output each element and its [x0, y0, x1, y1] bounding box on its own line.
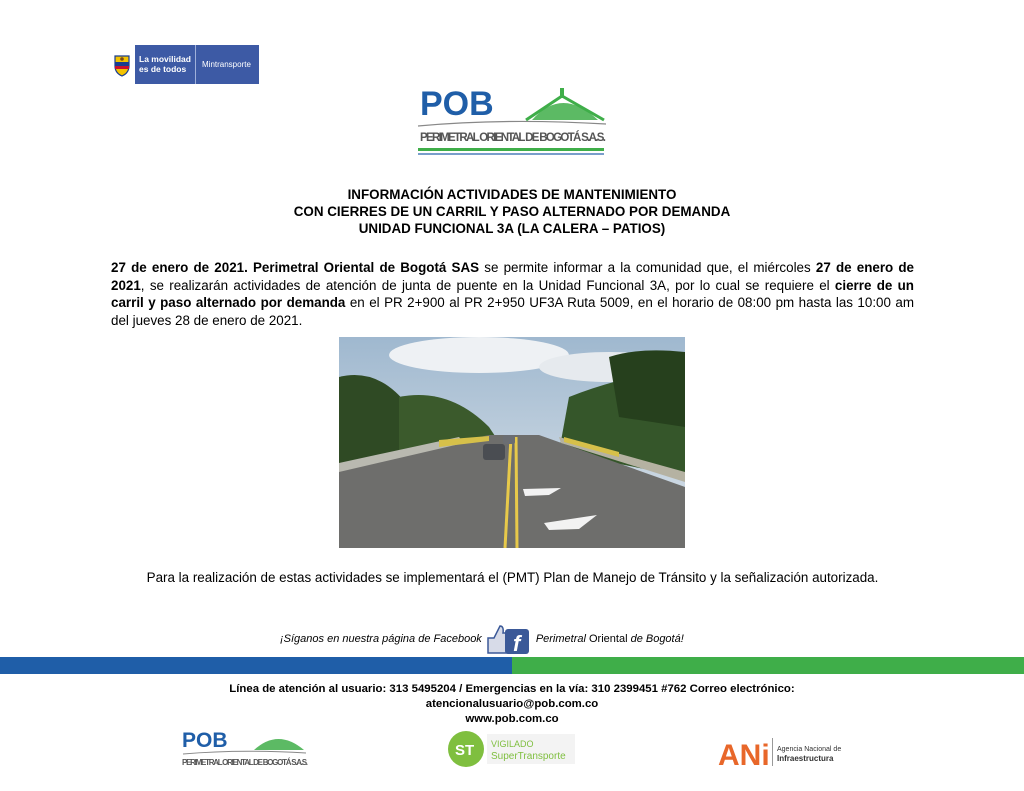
pob-logo-letters: POB	[420, 85, 494, 123]
facebook-invite-text: ¡Síganos en nuestra página de Facebook	[280, 633, 482, 645]
pob-logo-subtitle: PERIMETRAL ORIENTAL DE BOGOTÁ S.A.S.	[420, 132, 606, 144]
road-photo	[339, 337, 685, 548]
supertransporte-logo	[447, 730, 577, 768]
facebook-like-icon[interactable]	[486, 623, 530, 655]
svg-text:Infraestructura: Infraestructura	[777, 754, 834, 763]
mintransporte-badge	[109, 45, 259, 84]
svg-text:f: f	[512, 631, 521, 655]
svg-text:ST: ST	[455, 742, 475, 759]
svg-text:Agencia Nacional de: Agencia Nacional de	[777, 746, 842, 753]
footer-green-bar	[512, 657, 1024, 674]
contact-phones: Línea de atención al usuario: 313 5495204 / Emergencias en la vía: 310 2399451 #762 Correo electrónico:	[229, 683, 795, 695]
company-name: Perimetral Oriental de Bogotá SAS	[253, 260, 480, 275]
notice-title	[0, 186, 1024, 237]
facebook-line	[280, 623, 750, 655]
pmt-paragraph: Para la realización de estas actividades se implementará el (PMT) Plan de Manejo de Tránsito y la señalización autorizada.	[146, 570, 879, 585]
pob-logo	[414, 84, 609, 160]
colombia-seal-icon	[109, 45, 135, 84]
contact-email[interactable]: atencionalusuario@pob.com.co	[425, 698, 599, 710]
footer-pob-subtitle: PERIMETRAL ORIENTAL DE BOGOTÁ S.A.S.	[182, 758, 308, 767]
title-line-3: UNIDAD FUNCIONAL 3A (LA CALERA – PATIOS)	[358, 221, 666, 236]
activity-date: 27 de enero de 2021	[111, 260, 915, 293]
facebook-page-name[interactable]: Perimetral Oriental de Bogotá!	[535, 633, 684, 645]
footer-pob-letters: POB	[182, 729, 228, 752]
title-line-1: INFORMACIÓN ACTIVIDADES DE MANTENIMIENTO	[347, 187, 677, 202]
notice-date: 27 de enero de 2021.	[111, 260, 248, 275]
notice-paragraph: 27 de enero de 2021. Perimetral Oriental de Bogotá SAS se permite informar a la comunidad que, el miércoles 27 de enero de 2021, se realizarán actividades de atención de junta de puente en la Unidad Funcional 3A, por lo cual se requiere el cierre de un carril y paso alternado por demanda en el PR 2+900 al PR 2+950 UF3A Ruta 5009, en el horario de 08:00 pm hasta las 10:00 am del jueves 28 de enero de 2021.	[111, 260, 915, 328]
footer-pob-logo	[180, 728, 310, 770]
contact-website[interactable]: www.pob.com.co	[465, 713, 559, 725]
pob-dots-icon	[418, 148, 604, 155]
ministry-name: Mintransporte	[195, 45, 259, 84]
svg-text:ANi: ANi	[718, 739, 770, 770]
footer-blue-bar	[0, 657, 512, 674]
svg-text:VIGILADO: VIGILADO	[491, 739, 534, 749]
ani-logo	[716, 732, 846, 770]
ministry-slogan: La movilidad es de todos	[135, 45, 195, 84]
contact-info	[0, 682, 1024, 727]
title-line-2: CON CIERRES DE UN CARRIL Y PASO ALTERNADO POR DEMANDA	[293, 204, 731, 219]
svg-text:SuperTransporte: SuperTransporte	[491, 751, 566, 762]
closure-type: cierre de un carril y paso alternado por demanda	[111, 277, 914, 310]
